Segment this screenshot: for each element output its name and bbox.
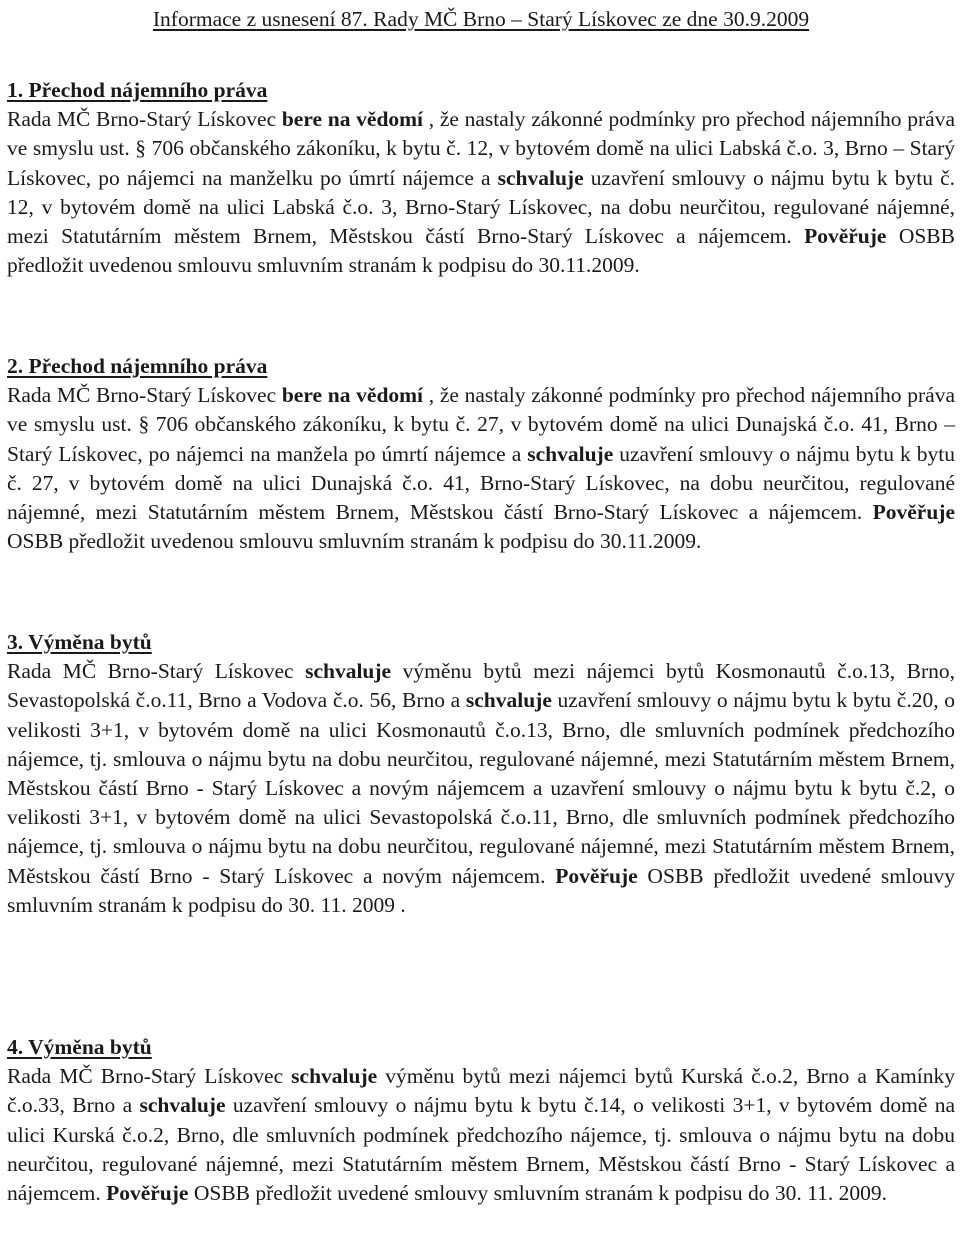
page-header: Informace z usnesení 87. Rady MČ Brno – Starý Lískovec ze dne 30.9.2009 (152, 7, 810, 31)
body-text: Rada MČ Brno-Starý Lískovec (7, 1064, 292, 1089)
section-3 (7, 628, 955, 920)
body-bold-text: schvaluje (139, 1093, 226, 1118)
body-text: uzavření smlouvy o nájmu bytu k bytu č. 12, v bytovém domě na ulici Labská č.o. 3, Brno-Starý Lískovec, na dobu neurčitou, regulované nájemné, mezi Statutárním městem Brnem, Městskou částí Brno-Starý Lískovec a nájemcem. (7, 165, 955, 249)
body-bold-text: Pověřuje (106, 1181, 189, 1206)
section-2 (7, 352, 955, 556)
body-text: OSBB předložit uvedené smlouvy smluvním stranám k podpisu do 30. 11. 2009 . (7, 863, 955, 917)
document (7, 0, 955, 1206)
body-text: uzavření smlouvy o nájmu bytu k bytu č. 27, v bytovém domě na ulici Dunajská č.o. 41, Brno-Starý Lískovec, na dobu neurčitou, regulované nájemné, mezi Statutárním městem Brnem, Městskou částí Brno-Starý Lískovec a nájemcem. (7, 441, 955, 525)
body-text: výměnu bytů mezi nájemci bytů Kosmonautů č.o.13, Brno, Sevastopolská č.o.11, Brno a Vodova č.o. 56, Brno a (7, 659, 955, 713)
section-body (7, 1062, 955, 1208)
section-body (7, 105, 955, 280)
section-4 (7, 1033, 955, 1208)
body-bold-text: Pověřuje (872, 500, 955, 525)
body-bold-text: schvaluje (465, 688, 552, 713)
body-text: uzavření smlouvy o nájmu bytu k bytu č.20, o velikosti 3+1, v bytovém domě na ulici Kosmonautů č.o.13, Brno, dle smluvních podmínek předchozího nájemce, tj. smlouva o nájmu bytu na dobu neurčitou, regulované nájemné, mezi Statutárním městem Brnem, Městskou částí Brno - Starý Lískovec a novým nájemcem a uzavření smlouvy o nájmu bytu k bytu č.2, o velikosti 3+1, v bytovém domě na ulici Sevastopolská č.o.11, Brno, dle smluvních podmínek předchozího nájemce, tj. smlouva o nájmu bytu na dobu neurčitou, regulované nájemné, mezi Statutárním městem Brnem, Městskou částí Brno - Starý Lískovec a novým nájemcem. (7, 688, 955, 888)
body-text: OSBB předložit uvedenou smlouvu smluvním stranám k podpisu do 30.11.2009. (7, 224, 955, 278)
body-text: Rada MČ Brno-Starý Lískovec (7, 383, 282, 408)
body-bold-text: schvaluje (305, 659, 392, 684)
body-bold-text: schvaluje (291, 1064, 378, 1089)
section-title: 4. Výměna bytů (7, 1035, 152, 1059)
body-bold-text: schvaluje (497, 165, 584, 190)
body-text: Rada MČ Brno-Starý Lískovec (7, 107, 282, 132)
section-title: 1. Přechod nájemního práva (7, 78, 268, 102)
body-text: OSBB předložit uvedené smlouvy smluvním stranám k podpisu do 30. 11. 2009. (188, 1181, 887, 1206)
body-text: , že nastaly zákonné podmínky pro přechod nájemního práva ve smyslu ust. § 706 občanského zákoníku, k bytu č. 12, v bytovém domě na ulici Labská č.o. 3, Brno – Starý Lískovec, po nájemci na manželku po úmrtí nájemce a (7, 107, 955, 190)
section-title: 3. Výměna bytů (7, 630, 152, 654)
body-bold-text: schvaluje (527, 441, 614, 466)
body-text: výměnu bytů mezi nájemci bytů Kurská č.o.2, Brno a Kamínky č.o.33, Brno a (7, 1064, 955, 1118)
body-text: uzavření smlouvy o nájmu bytu k bytu č.14, o velikosti 3+1, v bytovém domě na ulici Kurská č.o.2, Brno, dle smluvních podmínek předchozího nájemce, tj. smlouva o nájmu bytu na dobu neurčitou, regulované nájemné, mezi Statutárním městem Brnem, Městskou částí Brno - Starý Lískovec a nájemcem. (7, 1093, 955, 1206)
section-body (7, 657, 955, 920)
body-text: OSBB předložit uvedenou smlouvu smluvním stranám k podpisu do 30.11.2009. (7, 529, 702, 554)
body-text: , že nastaly zákonné podmínky pro přechod nájemního práva ve smyslu ust. § 706 občanského zákoníku, k bytu č. 27, v bytovém domě na ulici Dunajská č.o. 41, Brno – Starý Lískovec, po nájemci na manžela po úmrtí nájemce a (7, 383, 955, 466)
body-bold-text: bere na vědomí (281, 107, 424, 132)
section-title: 2. Přechod nájemního práva (7, 354, 268, 378)
body-text: Rada MČ Brno-Starý Lískovec (7, 659, 306, 684)
section-body (7, 381, 955, 556)
section-1 (7, 76, 955, 280)
body-bold-text: Pověřuje (555, 863, 638, 888)
body-bold-text: Pověřuje (804, 224, 887, 249)
body-bold-text: bere na vědomí (281, 383, 424, 408)
